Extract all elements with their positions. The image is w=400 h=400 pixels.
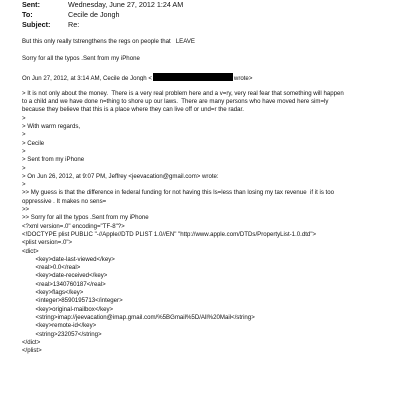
body-line: > On Jun 26, 2012, at 9:07 PM, Jeffrey <jeevacation@gmail.com> wrote:	[22, 172, 219, 180]
body-line: >> My guess is that the difference in federal funding for not having this ls=less than losing my tax revenue if it is too	[22, 189, 335, 197]
body-line: to a child and we have done n=thing to shore up our laws. There are many persons who have moved here sim=ly	[22, 98, 329, 106]
body-line: >	[22, 181, 26, 189]
to-label: To:	[22, 10, 33, 19]
xml-line: <integer>8590195713</integer>	[22, 297, 123, 305]
quote-header-text: On Jun 27, 2012, at 3:14 AM, Cecile de Jongh <	[22, 74, 152, 81]
quote-header-line	[22, 73, 394, 81]
xml-line: <?xml version=.0" encoding="TF-8"?>	[22, 222, 125, 230]
xml-line: <dict>	[22, 247, 39, 255]
to-value: Cecile de Jongh	[68, 10, 120, 19]
quote-header-tail: wrote>	[233, 74, 253, 81]
redaction-box	[153, 73, 233, 81]
body-line: because they believe that this is a place where they can live off or und=r the radar.	[22, 106, 244, 114]
xml-line: <key>flags</key>	[22, 289, 84, 297]
xml-line: <key>date-last-viewed</key>	[22, 255, 115, 263]
xml-line: </dict>	[22, 338, 41, 346]
xml-line: <real>1340760187</real>	[22, 280, 106, 288]
xml-line: <key>date-received</key>	[22, 272, 108, 280]
xml-line: <plist version=.0">	[22, 239, 73, 247]
body-line: >	[22, 147, 26, 155]
body-line: But this only really tstrengthens the regs on people that LEAVE	[22, 38, 195, 45]
body-line: Sorry for all the typos .Sent from my iPhone	[22, 55, 140, 63]
body-line: >> Sorry for all the typos .Sent from my iPhone	[22, 214, 149, 222]
sent-value: Wednesday, June 27, 2012 1:24 AM	[68, 0, 184, 9]
sent-label: Sent:	[22, 0, 40, 9]
body-line: oppressive . It makes no sens=	[22, 197, 107, 205]
email-header	[22, 0, 382, 30]
subject-value: Re:	[68, 20, 80, 29]
sent-row	[22, 0, 382, 10]
body-line: >>	[22, 206, 30, 214]
xml-line: <key>remote-id</key>	[22, 322, 97, 330]
xml-line: <real>0.0</real>	[22, 264, 81, 272]
body-line: > With warm regards,	[22, 123, 81, 131]
subject-row	[22, 20, 382, 30]
subject-label: Subject:	[22, 20, 51, 29]
body-line: > Sent from my iPhone	[22, 156, 85, 164]
body-line: > It is not only about the money. There is a very real problem here and a v=ry, very real fear that something will happen	[22, 89, 344, 97]
xml-line: </plist>	[22, 347, 42, 355]
body-line: >	[22, 164, 26, 172]
email-body	[22, 38, 394, 355]
xml-line: <key>original-mailbox</key>	[22, 305, 114, 313]
to-row	[22, 10, 382, 20]
body-line: > Cecile	[22, 139, 45, 147]
body-line: >	[22, 131, 26, 139]
xml-line: <string>imap://jeevacation@imap.gmail.com/%5BGmail%5D/All%20Mail</string>	[22, 313, 255, 321]
xml-line: <string>232057</string>	[22, 330, 102, 338]
xml-line: <!DOCTYPE plist PUBLIC "-//Apple//DTD PLIST 1.0//EN" "http://www.apple.com/DTDs/PropertyList-1.0.dtd">	[22, 230, 317, 238]
body-line: >	[22, 114, 26, 122]
